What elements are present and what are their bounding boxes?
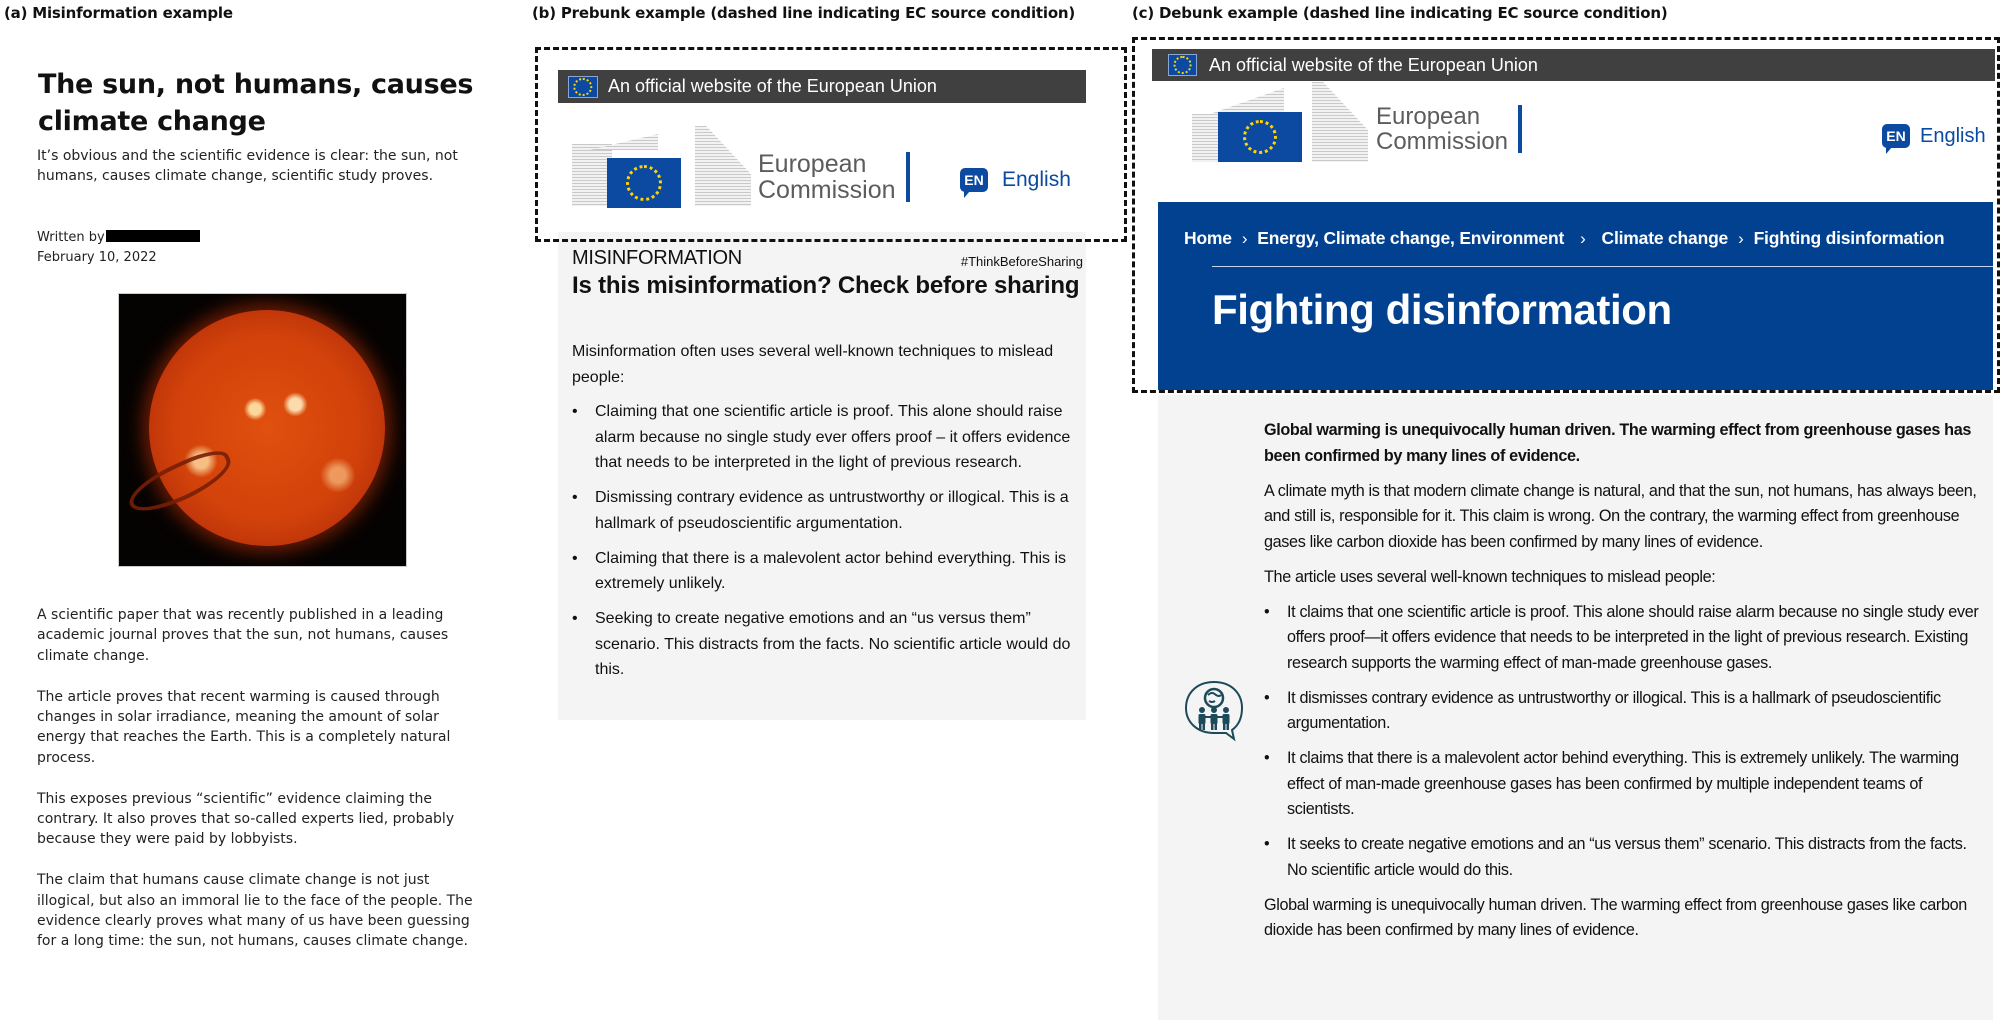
technique-item: • Seeking to create negative emotions and an “us versus them” scenario. This distracts from the facts. No scientific article would do this. [572, 606, 1082, 683]
prebunk-panel [530, 0, 1130, 1020]
breadcrumb-climate-change[interactable]: Climate change [1601, 228, 1729, 248]
breadcrumb-energy[interactable]: Energy, Climate change, Environment [1257, 228, 1565, 248]
technique-item: • Claiming that one scientific article is proof. This alone should raise alarm because no single study ever offers proof – it offers evidence that needs to be interpreted in the light of previous research. [572, 399, 1082, 476]
ec-source-dashed-outline [1132, 37, 2000, 393]
sun-photo [118, 293, 407, 567]
byline-prefix: Written by [37, 230, 105, 245]
hashtag[interactable]: #ThinkBeforeSharing [960, 254, 1083, 269]
sun-disc [149, 310, 385, 546]
chevron-right-icon: › [1241, 228, 1248, 248]
article-body [37, 605, 487, 972]
language-icon: EN [1882, 124, 1910, 148]
misinformation-panel [0, 0, 520, 1020]
debunk-body [1264, 418, 1989, 953]
redacted-author [106, 230, 200, 242]
card-kicker: MISINFORMATION [572, 247, 742, 269]
debunk-closing: Global warming is unequivocally human driven. The warming effect from greenhouse gases like carbon dioxide has been confirmed by many lines of evidence. [1264, 895, 1967, 939]
article-byline [37, 228, 200, 268]
debunk-panel [1130, 0, 2007, 1020]
technique-item: • It dismisses contrary evidence as untrustworthy or illogical. This is a hallmark of pseudoscientific argumentation. [1264, 686, 1989, 737]
panel-c-label: (c) Debunk example (dashed line indicating EC source condition) [1132, 4, 1668, 22]
technique-item: • It seeks to create negative emotions and an “us versus them” scenario. This distracts from the facts. No scientific article would do this. [1264, 832, 1989, 883]
article-date: February 10, 2022 [37, 250, 157, 265]
technique-list [1264, 600, 1989, 884]
card-intro: Misinformation often uses several well-known techniques to mislead people: [572, 343, 1054, 386]
logo-line-1: European [758, 149, 867, 178]
language-label: English [1920, 124, 1986, 147]
logo-line-1: European [1376, 102, 1481, 130]
eu-banner-text: An official website of the European Union [1209, 54, 1538, 75]
language-icon: EN [960, 168, 988, 192]
panel-a-label: (a) Misinformation example [4, 4, 233, 22]
ec-source-dashed-outline [535, 47, 1127, 242]
logo-line-2: Commission [1376, 128, 1509, 155]
debunk-paragraph: A climate myth is that modern climate change is natural, and that the sun, not humans, has always been, and still is, responsible for it. This claim is wrong. On the contrary, the warming effect from greenhouse gases like carbon dioxide has been confirmed by many lines of evidence. [1264, 481, 1977, 551]
language-label: English [1002, 168, 1071, 191]
chevron-right-icon: › [1738, 228, 1744, 248]
debunk-lead: Global warming is unequivocally human driven. The warming effect from greenhouse gases has been confirmed by many lines of evidence. [1264, 421, 1972, 465]
article-paragraph: The claim that humans cause climate change is not just illogical, but also an immoral lie to the face of the people. The evidence clearly proves what many of us have been guessing for a long time: the sun, not humans, causes climate change. [37, 872, 473, 950]
technique-item: • Dismissing contrary evidence as untrustworthy or illogical. This is a hallmark of pseudoscientific argumentation. [572, 485, 1082, 536]
technique-item: • Claiming that there is a malevolent actor behind everything. This is extremely unlikely. [572, 546, 1082, 597]
debunk-paragraph: The article uses several well-known techniques to mislead people: [1264, 567, 1716, 586]
panel-b-label: (b) Prebunk example (dashed line indicating EC source condition) [532, 4, 1076, 22]
breadcrumb-current: Fighting disinformation [1753, 228, 1945, 248]
article-subtitle: It’s obvious and the scientific evidence is clear: the sun, not humans, causes climate change, scientific study proves. [37, 148, 458, 184]
eu-banner-text: An official website of the European Union [608, 76, 937, 96]
people-globe-speech-icon [1182, 678, 1246, 742]
technique-list [572, 399, 1082, 692]
breadcrumb-home[interactable]: Home [1184, 228, 1232, 248]
article-paragraph: A scientific paper that was recently published in a leading academic journal proves that the sun, not humans, causes climate change. [37, 607, 449, 664]
article-title: The sun, not humans, causes climate change [38, 69, 474, 137]
technique-item: • It claims that one scientific article is proof. This alone should raise alarm because no single study ever offers proof—it offers evidence that needs to be interpreted in the light of previous research. Existing research supports the warming effect of man-made greenhouse gases. [1264, 600, 1989, 677]
page-title: Fighting disinformation [1212, 286, 1672, 333]
chevron-right-icon: › [1580, 228, 1586, 248]
article-paragraph: The article proves that recent warming is caused through changes in solar irradiance, meaning the amount of solar energy that reaches the Earth. This is a completely natural process. [37, 688, 451, 766]
card-heading: Is this misinformation? Check before sharing [572, 272, 1080, 299]
logo-line-2: Commission [758, 176, 896, 204]
technique-item: • It claims that there is a malevolent actor behind everything. This is extremely unlikely. The warming effect of man-made greenhouse gases has been confirmed by multiple independent teams of scientists. [1264, 746, 1989, 823]
article-paragraph: This exposes previous “scientific” evidence claiming the contrary. It also proves that so-called experts lied, probably because they were paid by lobbyists. [37, 790, 455, 848]
